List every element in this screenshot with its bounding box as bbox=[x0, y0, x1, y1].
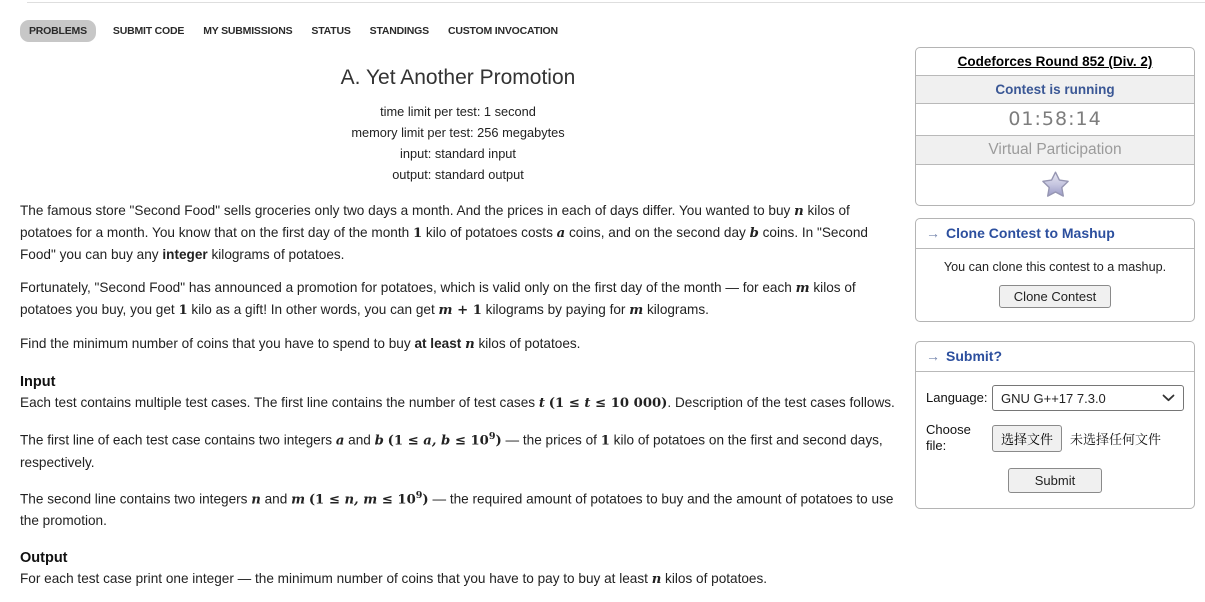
contest-status: Contest is running bbox=[916, 76, 1194, 104]
input-heading: Input bbox=[20, 374, 56, 390]
star-icon[interactable] bbox=[1040, 170, 1071, 199]
problem-title: A. Yet Another Promotion bbox=[340, 66, 576, 89]
clone-box-body bbox=[916, 249, 1194, 321]
tab-status[interactable]: STATUS bbox=[311, 25, 351, 37]
statement-paragraph: The famous store "Second Food" sells groceries only two days a month. And the prices in each of days differ. You wanted to buy n kilos of potatoes for a month. You know that on the first day of the month 1 kilo of potatoes costs a coins, and on the second day b coins. In "Second Food" you can buy any integer kilograms of potatoes. bbox=[20, 203, 868, 262]
statement-paragraph: Find the minimum number of coins that you have to spend to buy at least n kilos of potatoes. bbox=[20, 336, 581, 352]
problem-header bbox=[20, 66, 896, 185]
contest-timer: 01:58:14 bbox=[916, 104, 1194, 136]
clone-contest-button[interactable]: Clone Contest bbox=[999, 285, 1111, 308]
language-selected-value: GNU G++17 7.3.0 bbox=[1001, 390, 1106, 406]
clone-box-header bbox=[916, 219, 1194, 249]
tab-custom-invocation[interactable]: CUSTOM INVOCATION bbox=[447, 25, 558, 37]
input-spec: input: standard input bbox=[400, 146, 516, 161]
output-paragraph: For each test case print one integer — the minimum number of coins that you have to pay to buy at least n kilos of potatoes. bbox=[20, 571, 768, 588]
input-paragraph: The second line contains two integers n and m (1 ≤ n, $m \le 10^9$) — the required amount of potatoes to buy and the amount of potatoes to use the promotion. bbox=[20, 489, 894, 529]
submit-row bbox=[926, 468, 1184, 493]
memory-limit: memory limit per test: 256 megabytes bbox=[351, 125, 565, 140]
submit-box bbox=[915, 341, 1195, 509]
clone-box-title: Clone Contest to Mashup bbox=[946, 225, 1115, 241]
arrow-icon: → bbox=[926, 225, 940, 241]
time-limit: time limit per test: 1 second bbox=[380, 104, 536, 119]
language-select[interactable] bbox=[992, 385, 1184, 411]
contest-title-row bbox=[916, 48, 1194, 76]
problem-statement bbox=[20, 58, 896, 602]
contest-nav bbox=[20, 20, 560, 42]
tab-problems[interactable]: PROBLEMS bbox=[20, 20, 96, 42]
contest-info-box bbox=[915, 47, 1195, 206]
submit-box-header bbox=[916, 342, 1194, 372]
file-status-text: 未选择任何文件 bbox=[1070, 431, 1162, 447]
output-spec: output: standard output bbox=[392, 167, 524, 182]
star-row bbox=[916, 165, 1194, 205]
arrow-icon: → bbox=[926, 348, 940, 364]
header-divider bbox=[27, 2, 1205, 3]
tab-submit-code[interactable]: SUBMIT CODE bbox=[112, 25, 185, 37]
submit-form bbox=[916, 372, 1194, 508]
input-paragraph: The first line of each test case contains two integers a and b (1 ≤ a, $b \le 10^9$) — the prices of 1 kilo of potatoes on the first and second days, respectively. bbox=[20, 431, 883, 470]
clone-contest-box bbox=[915, 218, 1195, 322]
statement-paragraph: Fortunately, "Second Food" has announced a promotion for potatoes, which is valid only on the first day of the month — for each m kilos of potatoes you buy, you get 1 kilo as a gift! In other words, you can get m + 1 kilograms by paying for m kilograms. bbox=[20, 280, 856, 318]
language-row bbox=[926, 385, 1184, 411]
tab-standings[interactable]: STANDINGS bbox=[369, 25, 429, 37]
choose-file-button[interactable]: 选择文件 bbox=[992, 425, 1062, 452]
submit-button[interactable]: Submit bbox=[1008, 468, 1102, 493]
file-label: Choose file: bbox=[926, 422, 971, 453]
file-row bbox=[926, 422, 1184, 454]
tab-my-submissions[interactable]: MY SUBMISSIONS bbox=[203, 25, 293, 37]
output-heading: Output bbox=[20, 550, 68, 567]
clone-box-text: You can clone this contest to a mashup. bbox=[943, 260, 1167, 274]
chevron-down-icon bbox=[1162, 394, 1175, 402]
input-paragraph: Each test contains multiple test cases. The first line contains the number of test cases t (1 ≤ t ≤ 10 000). Description of the test cases follows. bbox=[20, 395, 895, 411]
contest-title-link[interactable]: Codeforces Round 852 (Div. 2) bbox=[957, 54, 1153, 69]
submit-box-title: Submit? bbox=[946, 348, 1002, 364]
language-label: Language: bbox=[926, 390, 988, 405]
participation-mode: Virtual Participation bbox=[916, 136, 1194, 165]
